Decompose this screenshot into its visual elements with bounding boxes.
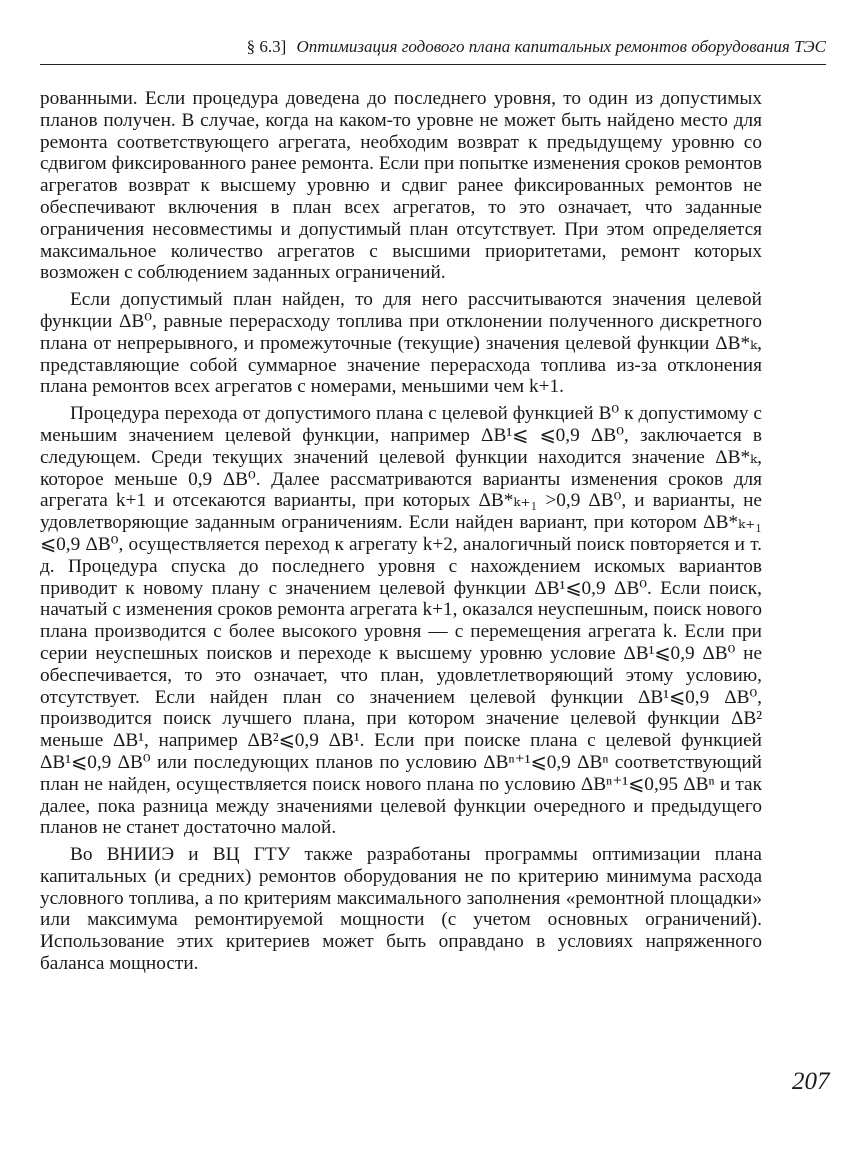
section-number: § 6.3] [246, 37, 287, 56]
running-header [40, 34, 826, 65]
paragraph: рованными. Если процедура доведена до последнего уровня, то один из допустимых планов получен. В случае, когда на каком-то уровне не может быть найдено место для ремонта соответствующего агрегата, необходим возврат к предыдущему уровню со сдвигом фиксированного ранее ремонта. Если при попытке изменения сроков ремонтов агрегатов возврат к высшему уровню и сдвиг ранее фиксированных ремонтов не обеспечивают включения в план всех агрегатов, то это означает, что заданные ограничения несовместимы и допустимый план отсутствует. При этом определяется максимальное количество агрегатов с высшими приоритетами, ремонт которых возможен с соблюдением заданных ограничений. [40, 88, 762, 284]
paragraph: Во ВНИИЭ и ВЦ ГТУ также разработаны программы оптимизации плана капитальных (и средних) ремонтов оборудования не по критерию минимума расхода условного топлива, а по критериям максимального заполнения «ремонтной площадки» или максимума ремонтируемой мощности (с учетом основных ограничений). Использование этих критериев может быть оправдано в условиях напряженного баланса мощности. [40, 844, 762, 975]
page-body [40, 88, 762, 980]
paragraph: Если допустимый план найден, то для него рассчитываются значения целевой функции ΔB⁰, равные перерасходу топлива при отклонении полученного дискретного плана от непрерывного, и промежуточные (текущие) значения целевой функции ΔB*ₖ, представляющие собой суммарное значение перерасхода топлива из-за отклонения плана ремонтов всех агрегатов с номерами, меньшими чем k+1. [40, 289, 762, 398]
running-title: Оптимизация годового плана капитальных ремонтов оборудования ТЭС [296, 37, 826, 56]
page-number: 207 [792, 1068, 830, 1095]
paragraph: Процедура перехода от допустимого плана с целевой функцией B⁰ к допустимому с меньшим значением целевой функции, например ΔB¹⩽ ⩽0,9 ΔB⁰, заключается в следующем. Среди текущих значений целевой функции находится значение ΔB*ₖ, которое меньше 0,9 ΔB⁰. Далее рассматриваются варианты изменения сроков для агрегата k+1 и отсекаются варианты, при которых ΔB*ₖ₊₁ >0,9 ΔB⁰, и варианты, не удовлетворяющие заданным ограничениям. Если найден вариант, при котором ΔB*ₖ₊₁ ⩽0,9 ΔB⁰, осуществляется переход к агрегату k+2, аналогичный поиск повторяется и т. д. Процедура спуска до последнего уровня с нахождением искомых вариантов приводит к новому плану с значением целевой функции ΔB¹⩽0,9 ΔB⁰. Если поиск, начатый с изменения сроков ремонта агрегата k+1, оказался неуспешным, поиск нового плана производится с более высокого уровня — с перемещения агрегата k. Если при серии неуспешных поисков и переходе к высшему уровню условие ΔB¹⩽0,9 ΔB⁰ не обеспечивается, то это означает, что план, удовлетлетворяющий этому условию, отсутствует. Если найден план со значением целевой функции ΔB¹⩽0,9 ΔB⁰, производится поиск лучшего плана, при котором значение целевой функции ΔB² меньше ΔB¹, например ΔB²⩽0,9 ΔB¹. Если при поиске плана с целевой функцией ΔB¹⩽0,9 ΔB⁰ или последующих планов по условию ΔBⁿ⁺¹⩽0,9 ΔBⁿ соответствующий план не найден, осуществляется поиск нового плана по условию ΔBⁿ⁺¹⩽0,95 ΔBⁿ и так далее, пока разница между значениями целевой функции очередного и предыдущего планов не станет достаточно малой. [40, 403, 762, 839]
